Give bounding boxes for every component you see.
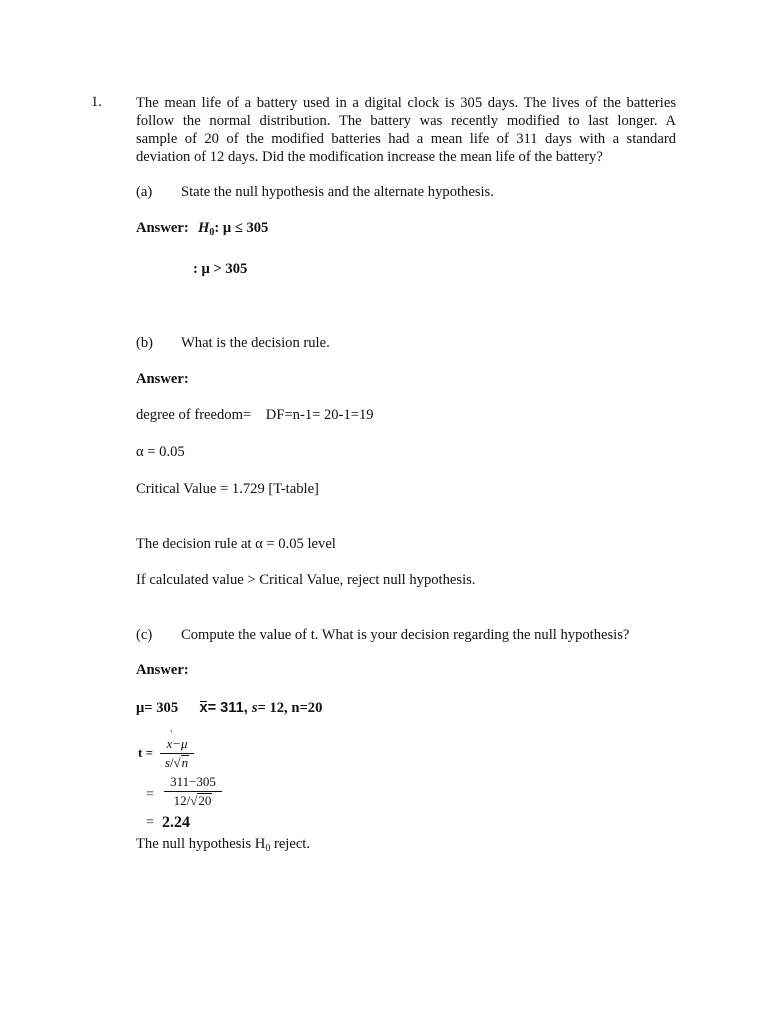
h0-symbol: H (198, 220, 210, 236)
reject-rule: If calculated value > Critical Value, reject null hypothesis. (136, 572, 476, 588)
t-label: t = (138, 745, 153, 760)
conclusion: The null hypothesis $H_0$ reject. (136, 836, 311, 854)
decision-rule: The decision rule at α = 0.05 level (136, 536, 336, 552)
h0-subscript: 0 (209, 227, 215, 238)
question-number: 1. (91, 94, 102, 110)
question-text (136, 94, 676, 166)
t-formula-fraction (160, 735, 194, 772)
substitution-fraction (164, 773, 222, 810)
sample-mean-symbol: x (199, 700, 208, 716)
t-formula-numerator: ˙ x−μ (160, 735, 194, 753)
result-equals: = (146, 815, 154, 830)
part-c-label: (c) (136, 627, 153, 643)
part-c-question: Compute the value of t. What is your decision regarding the null hypothesis? (181, 627, 630, 643)
given-s-n: = 12, n=20 (257, 700, 323, 716)
question-line: follow the normal distribution. The battery was recently modified to last longer. A (136, 113, 676, 129)
degrees-of-freedom: degree of freedom= DF=n-1= 20-1=19 (136, 407, 374, 423)
part-c-answer-label: Answer: (136, 662, 189, 678)
part-a-question: State the null hypothesis and the alternate hypothesis. (181, 184, 494, 200)
null-hypothesis (198, 220, 268, 238)
alpha-value: α = 0.05 (136, 444, 185, 460)
h1-expression: : μ > 305 (193, 261, 248, 277)
given-s-symbol: s (251, 700, 258, 716)
question-line: The mean life of a battery used in a digital clock is 305 days. The lives of the batteries (136, 95, 676, 111)
part-b-label: (b) (136, 335, 154, 351)
t-result: 2.24 (162, 814, 190, 831)
substitution-denominator: 12/√20 (173, 793, 212, 808)
t-formula-denominator: s/√n (164, 755, 189, 770)
substitution-numerator: 311−305 (170, 774, 216, 789)
alternate-hypothesis (193, 261, 247, 278)
critical-value: Critical Value = 1.729 [T-table] (136, 481, 319, 497)
x-hat-symbol: ˙ x (166, 735, 172, 752)
question-line: deviation of 12 days. Did the modification increase the mean life of the battery? (136, 149, 603, 165)
given-values (136, 700, 322, 717)
part-a-answer-label: Answer: (136, 220, 189, 236)
part-a-label: (a) (136, 184, 153, 200)
question-line: sample of 20 of the modified batteries had a mean life of 311 days with a standard (136, 131, 676, 147)
part-b-question: What is the decision rule. (181, 335, 330, 351)
h0-expression: : μ ≤ 305 (214, 220, 269, 236)
equals-sign: = (146, 787, 154, 802)
part-b-answer-label: Answer: (136, 371, 189, 387)
given-mean: = 311, (207, 700, 252, 716)
given-mu: μ= 305 (136, 700, 179, 716)
